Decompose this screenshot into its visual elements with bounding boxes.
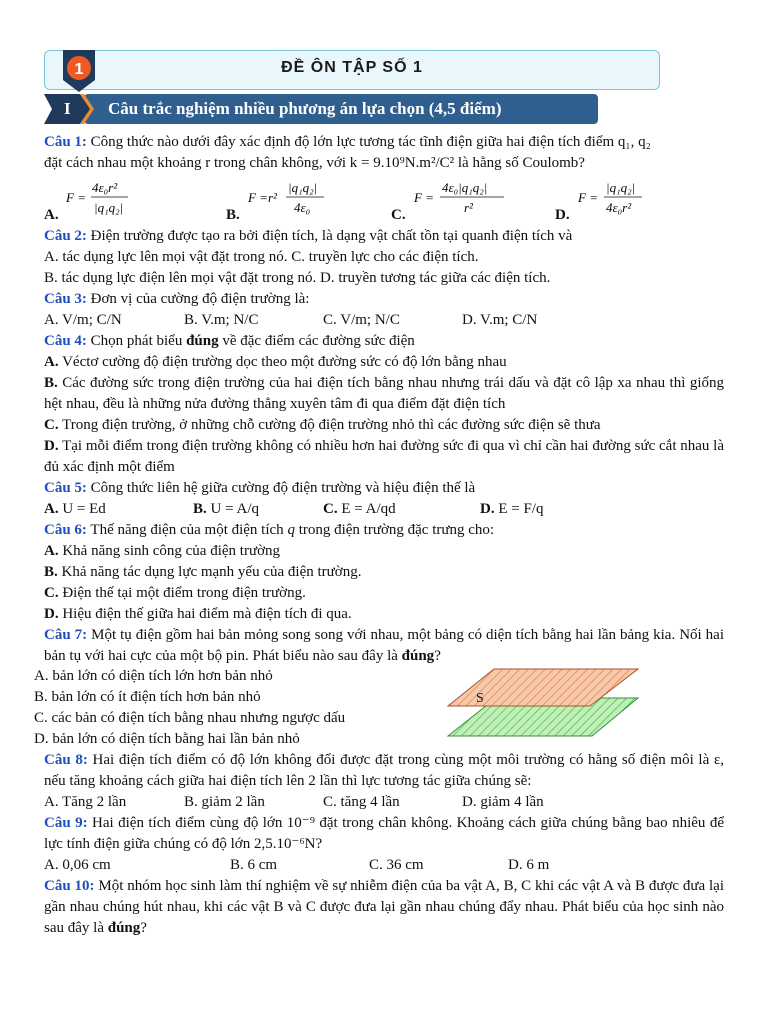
q1-line1: Câu 1: Công thức nào dưới đây xác định độ lớn lực tương tác tĩnh điện giữa hai điện tích điểm q₁, q₂	[44, 134, 651, 150]
q1-option-b: B.	[226, 207, 240, 223]
q6-stem: Câu 6: Thế năng điện của một điện tích q trong điện trường đặc trưng cho:	[44, 522, 495, 538]
q2-options-ac: A. tác dụng lực lên mọi vật đặt trong nó. C. truyền lực cho các điện tích.	[44, 249, 479, 265]
q8-option-c: C. tăng 4 lần	[323, 794, 400, 810]
q3-option-a: A. V/m; C/N	[44, 312, 122, 328]
section-title: Câu trắc nghiệm nhiều phương án lựa chọn (4,5 điểm)	[108, 99, 502, 118]
q9-option-c: C. 36 cm	[369, 857, 424, 873]
q5-option-b: B. U = A/q	[193, 501, 259, 517]
q2-options-bd: B. tác dụng lực điện lên mọi vật đặt trong nó. D. truyền tương tác giữa các điện tích.	[44, 270, 551, 286]
q4-option-a: A. Véctơ cường độ điện trường dọc theo một đường sức có độ lớn bằng nhau	[44, 354, 507, 370]
q4-option-b: B. Các đường sức trong điện trường của hai điện tích bằng nhau nhưng trái dấu và đặt cô lập xa nhau thì giống hệt nhau, đều là những nửa đường thẳng xuyên tâm đi qua điểm đặt điện tích	[44, 375, 725, 412]
q9-option-b: B. 6 cm	[230, 857, 278, 873]
q5-option-d: D. E = F/q	[480, 501, 544, 517]
q7-option-d: D. bản lớn có diện tích bằng hai lần bản nhỏ	[34, 731, 300, 747]
page-title: ĐỀ ÔN TẬP SỐ 1	[281, 59, 423, 76]
q3-option-c: C. V/m; N/C	[323, 312, 400, 328]
q6-option-c: C. Điện thế tại một điểm trong điện trường.	[44, 585, 306, 601]
svg-text:4ε₀r²: 4ε₀r²	[92, 180, 118, 195]
q6-option-a: A. Khả năng sinh công của điện trường	[44, 543, 281, 559]
svg-text:4ε₀: 4ε₀	[294, 200, 311, 215]
svg-text:F =r²: F =r²	[248, 190, 277, 205]
plate-label-s: S	[476, 691, 484, 706]
q2-stem: Câu 2: Điện trường được tạo ra bởi điện tích, là dạng vật chất tồn tại quanh điện tích và	[44, 228, 573, 244]
q1-option-a: A.	[44, 207, 59, 223]
q5-option-c: C. E = A/qd	[323, 501, 396, 517]
svg-text:4ε₀r²: 4ε₀r²	[606, 200, 632, 215]
q4-stem: Câu 4: Chọn phát biểu đúng về đặc điểm các đường sức điện	[44, 333, 415, 349]
q5-stem: Câu 5: Công thức liên hệ giữa cường độ điện trường và hiệu điện thế là	[44, 480, 476, 496]
number-badge	[60, 50, 98, 92]
q1-option-d: D.	[555, 207, 570, 223]
q7-option-b: B. bản lớn có ít điện tích hơn bản nhỏ	[34, 689, 261, 705]
q7-option-c: C. các bản có điện tích bằng nhau nhưng ngược dấu	[34, 710, 346, 726]
formula-a	[64, 178, 144, 220]
q7-stem: Câu 7: Một tụ điện gồm hai bản mỏng song song với nhau, một bảng có diện tích bằng hai lần bảng kia. Nối hai bản tụ với hai cực của một bộ pin. Phát biểu nào sau đây là đúng?	[44, 627, 724, 664]
q10-stem: Câu 10: Một nhóm học sinh làm thí nghiệm về sự nhiễm điện của ba vật A, B, C khi các vật A và B được đưa lại gần nhau chúng hút nhau, khi các vật B và C được đưa lại gần nhau chúng đẩy nhau. Phát biểu của học sinh nào sau đây là đúng?	[44, 878, 725, 936]
q3-option-b: B. V.m; N/C	[184, 312, 259, 328]
formula-d	[576, 178, 656, 220]
svg-text:F =: F =	[414, 190, 434, 205]
q8-option-d: D. giảm 4 lần	[462, 794, 544, 810]
svg-text:|q₁q₂|: |q₁q₂|	[606, 180, 636, 195]
formula-c	[412, 178, 512, 220]
q6-option-b: B. Khả năng tác dụng lực mạnh yếu của điện trường.	[44, 564, 362, 580]
q8-option-a: A. Tăng 2 lần	[44, 794, 127, 810]
q9-stem: Câu 9: Hai điện tích điểm cùng độ lớn 10⁻⁹ đặt trong chân không. Khoảng cách giữa chúng bằng bao nhiêu để lực tính điện giữa chúng có độ lớn 2,5.10⁻⁶N?	[44, 815, 725, 852]
q1-line2: đặt cách nhau một khoảng r trong chân không, với k = 9.10⁹N.m²/C² là hằng số Coulomb?	[44, 155, 585, 171]
q8-stem: Câu 8: Hai điện tích điểm có độ lớn không đổi được đặt trong cùng một môi trường có hằng số điện môi là ε, nếu tăng khoảng cách giữa hai điện tích lên 2 lần thì lực tương tác giữa chúng sẽ:	[44, 752, 724, 789]
section-number: I	[64, 99, 71, 118]
q1-option-c: C.	[391, 207, 406, 223]
q4-option-d: D. Tại mỗi điểm trong điện trường không có nhiều hơn hai đường sức đi qua vì chỉ cần hai đường sức cắt nhau là đủ xác định một điểm	[44, 438, 724, 475]
svg-text:r²: r²	[464, 200, 473, 215]
q3-stem: Câu 3: Đơn vị của cường độ điện trường là:	[44, 291, 310, 307]
capacitor-plates-figure	[446, 666, 646, 742]
q3-option-d: D. V.m; C/N	[462, 312, 538, 328]
badge-number: 1	[74, 61, 84, 78]
svg-text:F =: F =	[578, 190, 598, 205]
title-box	[44, 50, 660, 90]
q8-option-b: B. giảm 2 lần	[184, 794, 265, 810]
q9-option-a: A. 0,06 cm	[44, 857, 111, 873]
q1-label: Câu 1:	[44, 134, 87, 150]
svg-text:F =: F =	[66, 190, 86, 205]
formula-b	[246, 178, 336, 220]
q7-option-a: A. bản lớn có diện tích lớn hơn bản nhỏ	[34, 668, 273, 684]
q6-option-d: D. Hiệu điện thế giữa hai điểm mà điện tích đi qua.	[44, 606, 352, 622]
svg-text:|q₁q₂|: |q₁q₂|	[94, 200, 124, 215]
q9-option-d: D. 6 m	[508, 857, 550, 873]
q5-option-a: A. U = Ed	[44, 501, 106, 517]
svg-text:|q₁q₂|: |q₁q₂|	[288, 180, 318, 195]
svg-text:4ε₀|q₁q₂|: 4ε₀|q₁q₂|	[442, 180, 488, 195]
q4-option-c: C. Trong điện trường, ở những chỗ cường độ điện trường nhỏ thì các đường sức điện sẽ thưa	[44, 417, 601, 433]
